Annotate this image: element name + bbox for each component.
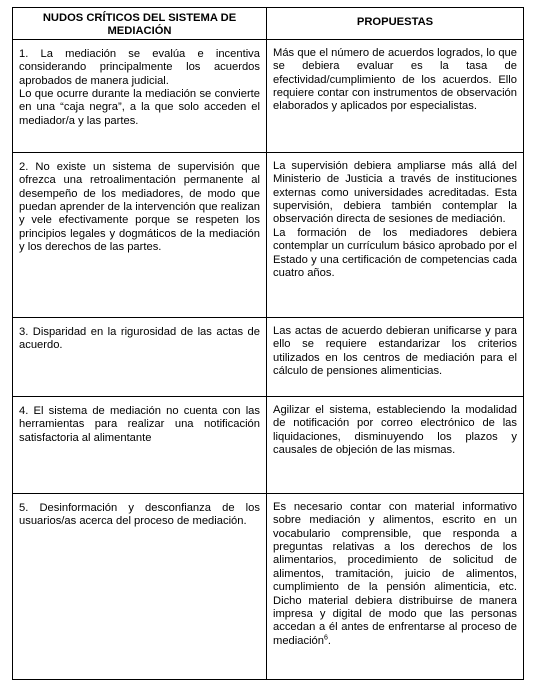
header-nudos-criticos bbox=[13, 8, 267, 40]
header-propuestas-text: PROPUESTAS bbox=[356, 16, 434, 28]
table-row bbox=[13, 493, 524, 679]
nudo-text: 2. No existe un sistema de supervisión que ofrezca una retroalimentación permanente al desempeño de los mediadores, de modo que puedan aprender de la intervención que realizan y vele efectivamente porque se respeten los principios legales y dogmáticos de la mediación y los derechos de las partes. bbox=[19, 160, 260, 254]
propuesta-cell bbox=[267, 493, 524, 679]
propuesta-text: Más que el número de acuerdos logrados, lo que se debiera evaluar es la tasa de efectividad/cumplimiento de los acuerdos. Ello requiere contar con instrumentos de observación elaborados y aplicados por especialistas. bbox=[273, 46, 517, 113]
nudo-cell bbox=[13, 317, 267, 396]
propuestas-table bbox=[12, 7, 524, 680]
nudo-text: 4. El sistema de mediación no cuenta con las herramientas para realizar una notificación satisfactoria al alimentante bbox=[19, 404, 260, 444]
nudo-cell bbox=[13, 152, 267, 317]
nudo-text: 5. Desinformación y desconfianza de los usuarios/as acerca del proceso de mediación. bbox=[19, 501, 260, 528]
propuesta-end: . bbox=[327, 634, 332, 647]
propuesta-cell bbox=[267, 152, 524, 317]
table-row bbox=[13, 317, 524, 396]
nudo-cell bbox=[13, 396, 267, 493]
nudo-text: 1. La mediación se evalúa e incentiva considerando principalmente los acuerdos aprobados de manera judicial. Lo que ocurre durante la mediación se convierte en una “caja negra”, a la que solo acceden el mediador/a y las partes. bbox=[19, 47, 260, 127]
propuesta-text-block bbox=[267, 494, 523, 652]
table-row bbox=[13, 152, 524, 317]
nudo-text: 3. Disparidad en la rigurosidad de las actas de acuerdo. bbox=[19, 325, 260, 352]
propuesta-cell bbox=[267, 396, 524, 493]
nudo-cell bbox=[13, 493, 267, 679]
nudo-cell bbox=[13, 39, 267, 152]
propuesta-text: Es necesario contar con material informativo sobre mediación y alimentos, escrito en un vocabulario comprensible, que responda a preguntas relativas a los derechos de los alimentarios, procedimiento de solicitud de alimentos, tramitación, juicio de alimentos, cumplimiento de la pensión alimenticia, etc. Dicho material debiera distribuirse de manera impresa y digital de modo que las personas accedan a él antes de enfrentarse al proceso de mediación bbox=[273, 500, 517, 647]
propuesta-text: La supervisión debiera ampliarse más allá del Ministerio de Justicia a través de instituciones externas como universidades acreditadas. Esta supervisión, debiera también contemplar la observación directa de sesiones de mediación. La formación de los mediadores debiera contemplar un currículum básico aprobado por el Estado y una certificación de competencias cada cuatro años. bbox=[273, 159, 517, 280]
propuesta-text: Agilizar el sistema, estableciendo la modalidad de notificación por correo electrónico de las liquidaciones, disminuyendo los plazos y causales de objeción de las mismas. bbox=[273, 403, 517, 457]
propuesta-cell bbox=[267, 317, 524, 396]
table-row bbox=[13, 396, 524, 493]
propuesta-text: Las actas de acuerdo debieran unificarse y para ello se requiere estandarizar los criterios utilizados en los centros de mediación para el cálculo de pensiones alimenticias. bbox=[273, 324, 517, 378]
table-header-row bbox=[13, 8, 524, 40]
header-propuestas bbox=[267, 8, 524, 40]
footnote-marker[interactable]: 6 bbox=[324, 634, 328, 642]
header-nudos-criticos-text: NUDOS CRÍTICOS DEL SISTEMA DE MEDIACIÓN bbox=[42, 12, 237, 38]
propuesta-cell bbox=[267, 39, 524, 152]
table-row bbox=[13, 39, 524, 152]
